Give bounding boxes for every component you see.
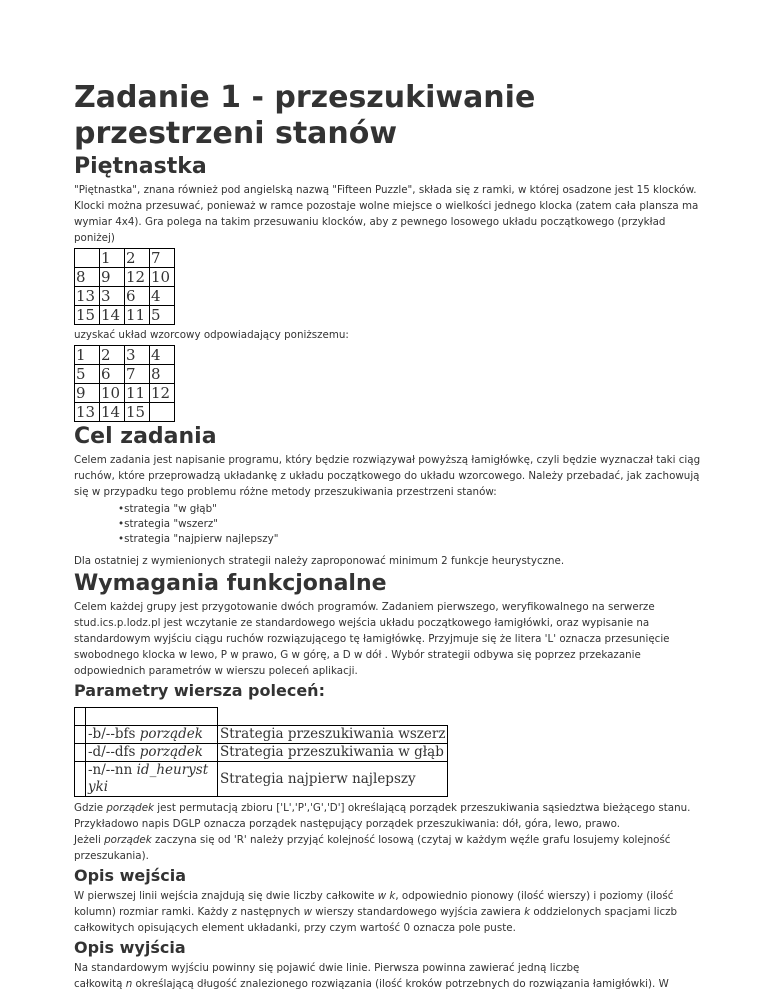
board-cell: 13 bbox=[75, 403, 100, 422]
parameters-table bbox=[74, 707, 448, 797]
board-cell: 15 bbox=[75, 306, 100, 325]
text-em: porządek bbox=[106, 802, 155, 814]
text-em: porządek bbox=[104, 834, 152, 846]
board-cell bbox=[150, 403, 175, 422]
board-cell: 8 bbox=[150, 365, 175, 384]
text-span: , odpowiednio pionowy (ilość wierszy) i poziomy (ilość kolumn) rozmiar ramki. Każdy z następnych bbox=[74, 890, 674, 918]
board-cell: 1 bbox=[100, 249, 125, 268]
text-span: Przykładowo napis DGLP oznacza porządek następujący porządek przeszukiwania: dół, góra, lewo, prawo. bbox=[74, 818, 620, 830]
section-heading-wymagania: Wymagania funkcjonalne bbox=[74, 571, 387, 596]
section-heading-pietnastka: Piętnastka bbox=[74, 154, 207, 179]
option-flag: -d/--dfs bbox=[88, 744, 140, 760]
page-title: Zadanie 1 - przeszukiwanie przestrzeni stanów bbox=[74, 80, 536, 151]
input-description bbox=[74, 888, 704, 936]
goal-intro: uzyskać układ wzorcowy odpowiadający poniższemu: bbox=[74, 329, 349, 341]
text-span: określającą długość znalezionego rozwiązania (ilość kroków potrzebnych do rozwiązania łamigłówki). W bbox=[132, 978, 669, 990]
board-cell: 15 bbox=[125, 403, 150, 422]
board-cell bbox=[75, 249, 100, 268]
table-cell bbox=[75, 708, 86, 726]
board-cell: 5 bbox=[150, 306, 175, 325]
text-span: zaczyna się od 'R' należy przyjąć kolejność losową (czytaj w każdym węźle grafu losujemy kolejność przeszukania). bbox=[74, 834, 671, 862]
table-row bbox=[75, 744, 448, 762]
board-row bbox=[75, 384, 175, 403]
initial-board bbox=[74, 248, 175, 325]
text-em: k bbox=[524, 906, 531, 918]
board-cell: 7 bbox=[150, 249, 175, 268]
strategy-item: •strategia "wszerz" bbox=[118, 518, 219, 530]
text-em: n bbox=[125, 978, 133, 990]
board-cell: 8 bbox=[75, 268, 100, 287]
text-span: W pierwszej linii wejścia znajdują się dwie liczby całkowite bbox=[74, 890, 378, 902]
board-row bbox=[75, 346, 175, 365]
text-span: całkowitą bbox=[74, 978, 126, 990]
table-cell bbox=[86, 726, 218, 744]
goal-paragraph: Celem zadania jest napisanie programu, który będzie rozwiązywał powyższą łamigłówkę, czyli będzie wyznaczał taki ciąg ruchów, które przeprowadzą układankę z układu początkowego do układu wzorcowego. Należy przebadać, jak zachowują się w przypadku tego problemu różne metody przeszukiwania przestrzeni stanów: bbox=[74, 454, 701, 498]
board-cell: 10 bbox=[100, 384, 125, 403]
board-row bbox=[75, 287, 175, 306]
intro-paragraph: "Piętnastka", znana również pod angielską nazwą "Fifteen Puzzle", składa się z ramki, w której osadzone jest 15 klocków. Klocki można przesuwać, ponieważ w ramce pozostaje wolne miejsce o wielkości jednego klocka (zatem cała plansza ma wymiar 4x4). Gra polega na takim przesuwaniu klocków, aby z pewnego losowego układu początkowego (przykład poniżej) bbox=[74, 184, 699, 244]
order-note bbox=[74, 800, 704, 864]
board-cell: 2 bbox=[100, 346, 125, 365]
board-row bbox=[75, 403, 175, 422]
text-span: oddzielonych spacjami liczb całkowitych opisujących element układanki, przy czym wartość 0 oznacza pole puste. bbox=[74, 906, 678, 934]
output-description bbox=[74, 960, 704, 992]
option-arg: porządek bbox=[139, 726, 203, 742]
section-heading-opis-wyjscia: Opis wyjścia bbox=[74, 938, 186, 957]
table-cell: Strategia najpierw najlepszy bbox=[218, 762, 448, 797]
table-cell bbox=[86, 708, 218, 726]
board-cell: 7 bbox=[125, 365, 150, 384]
option-flag: -n/--nn bbox=[88, 762, 137, 778]
board-cell: 10 bbox=[150, 268, 175, 287]
board-row bbox=[75, 268, 175, 287]
table-cell: Strategia przeszukiwania w głąb bbox=[218, 744, 448, 762]
table-row bbox=[75, 762, 448, 797]
board-row bbox=[75, 306, 175, 325]
board-cell: 14 bbox=[100, 403, 125, 422]
board-cell: 6 bbox=[100, 365, 125, 384]
table-row bbox=[75, 708, 448, 726]
strategy-item: •strategia "w głąb" bbox=[118, 503, 217, 515]
board-cell: 3 bbox=[100, 287, 125, 306]
board-row bbox=[75, 249, 175, 268]
table-cell bbox=[218, 708, 448, 726]
text-span: Gdzie bbox=[74, 802, 107, 814]
board-row bbox=[75, 365, 175, 384]
board-cell: 5 bbox=[75, 365, 100, 384]
board-cell: 1 bbox=[75, 346, 100, 365]
table-cell bbox=[86, 744, 218, 762]
board-cell: 4 bbox=[150, 287, 175, 306]
heuristics-paragraph: Dla ostatniej z wymienionych strategii należy zaproponować minimum 2 funkcje heurystyczne. bbox=[74, 555, 565, 567]
table-cell bbox=[75, 744, 86, 762]
table-cell: Strategia przeszukiwania wszerz bbox=[218, 726, 448, 744]
board-cell: 6 bbox=[125, 287, 150, 306]
board-cell: 13 bbox=[75, 287, 100, 306]
document bbox=[74, 80, 704, 994]
text-span: Na standardowym wyjściu powinny się pojawić dwie linie. Pierwsza powinna zawierać jedną liczbę bbox=[74, 962, 580, 974]
section-heading-parametry: Parametry wiersza poleceń: bbox=[74, 681, 325, 700]
text-span: wierszy standardowego wyjścia zawiera bbox=[311, 906, 525, 918]
requirements-paragraph: Celem każdej grupy jest przygotowanie dwóch programów. Zadaniem pierwszego, weryfikowalnego na serwerze stud.ics.p.lodz.pl jest wczytanie ze standardowego wejścia układu początkowego łamigłówki, oraz wypisanie na standardowym wyjściu ciągu ruchów rozwiązującego tę łamigłówkę. Przyjmuje się że litera 'L' oznacza przesunięcie swobodnego klocka w lewo, P w prawo, G w górę, a D w dół . Wybór strategii odbywa się poprzez przekazanie odpowiednich parametrów w wierszu poleceń aplikacji. bbox=[74, 601, 670, 677]
board-cell: 14 bbox=[100, 306, 125, 325]
table-row bbox=[75, 726, 448, 744]
board-cell: 2 bbox=[125, 249, 150, 268]
strategy-item: •strategia "najpierw najlepszy" bbox=[118, 533, 279, 545]
board-cell: 3 bbox=[125, 346, 150, 365]
table-cell bbox=[86, 762, 218, 797]
table-cell bbox=[75, 762, 86, 797]
board-cell: 11 bbox=[125, 384, 150, 403]
text-em: w k bbox=[377, 890, 396, 902]
strategy-list bbox=[118, 502, 704, 547]
board-cell: 9 bbox=[75, 384, 100, 403]
text-span: jest permutacją zbioru ['L','P','G','D'] określającą porządek przeszukiwania sąsiedztwa bieżącego stanu. bbox=[154, 802, 691, 814]
text-span: Jeżeli bbox=[74, 834, 105, 846]
board-cell: 12 bbox=[150, 384, 175, 403]
section-heading-cel: Cel zadania bbox=[74, 424, 217, 449]
board-cell: 12 bbox=[125, 268, 150, 287]
goal-board bbox=[74, 345, 175, 422]
board-cell: 4 bbox=[150, 346, 175, 365]
board-cell: 9 bbox=[100, 268, 125, 287]
section-heading-opis-wejscia: Opis wejścia bbox=[74, 866, 187, 885]
table-cell bbox=[75, 726, 86, 744]
option-flag: -b/--bfs bbox=[88, 726, 140, 742]
option-arg: id_heurystyki bbox=[88, 762, 209, 795]
board-cell: 11 bbox=[125, 306, 150, 325]
text-em: w bbox=[303, 906, 312, 918]
option-arg: porządek bbox=[139, 744, 203, 760]
